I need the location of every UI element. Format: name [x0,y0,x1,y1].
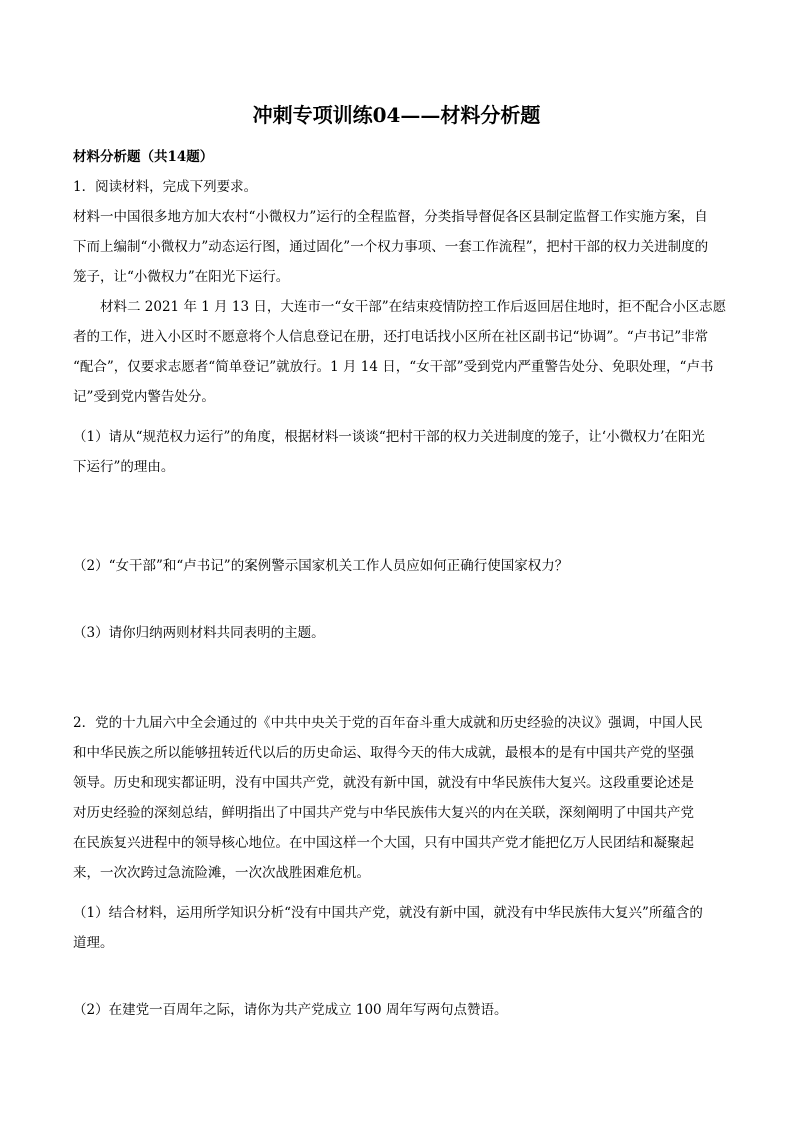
q2-line1: 2．党的十九届六中全会通过的《中共中央关于党的百年奋斗重大成就和历史经验的决议》强调，中国人民 [73,715,703,731]
q1-material1-line1: 材料一中国很多地方加大农村“小微权力”运行的全程监督，分类指导督促各区县制定监督工作实施方案，自 [73,209,708,225]
q1-material1-line3: 笼子，让“小微权力”在阳光下运行。 [73,269,290,285]
q1-material1-line2: 下而上编制“小微权力”动态运行图，通过固化”一个权力事项、一套工作流程”，把村干部的权力关进制度的 [73,239,709,255]
section-heading: 材料分析题（共14题） [73,149,214,165]
q1-material2-line3: “配合”，仅要求志愿者“简单登记”就放行。1 月 14 日，“女干部”受到党内严重警告处分、免职处理，“卢书 [73,359,714,375]
q2-line6: 来，一次次跨过急流险滩，一次次战胜困难危机。 [73,865,370,881]
q2-sub2: （2）在建党一百周年之际，请你为共产党成立 100 周年写两句点赞语。 [73,1002,508,1018]
q1-material2-line1: 材料二 2021 年 1 月 13 日，大连市一“女干部”在结束疫情防控工作后返回居住地时，拒不配合小区志愿 [100,299,727,315]
q1-material2-line2: 者的工作，进入小区时不愿意将个人信息登记在册，还打电话找小区所在社区副书记“协调”。“卢书记”非常 [73,329,709,345]
q2-line4: 对历史经验的深刻总结，鲜明指出了中国共产党与中华民族伟大复兴的内在关联，深刻阐明了中国共产党 [73,805,694,821]
q1-sub1-line1: （1）请从“规范权力运行”的角度，根据材料一谈谈“把村干部的权力关进制度的笼子，让‘小微权力’在阳光 [73,429,705,445]
q1-material2-line4: 记”受到党内警告处分。 [73,389,215,405]
q1-sub2: （2）“女干部”和“卢书记”的案例警示国家机关工作人员应如何正确行使国家权力？ [73,558,569,574]
q2-line2: 和中华民族之所以能够扭转近代以后的历史命运、取得今天的伟大成就，最根本的是有中国共产党的坚强 [73,745,694,761]
q2-line3: 领导。历史和现实都证明，没有中国共产党，就没有新中国，就没有中华民族伟大复兴。这段重要论述是 [73,775,694,791]
q1-stem: 1．阅读材料，完成下列要求。 [73,179,258,195]
page-title: 冲刺专项训练04——材料分析题 [252,103,541,127]
q2-sub1-line2: 道理。 [73,935,114,951]
q2-sub1-line1: （1）结合材料，运用所学知识分析“没有中国共产党，就没有新中国，就没有中华民族伟大复兴”所蕴含的 [73,905,703,921]
q1-sub3: （3）请你归纳两则材料共同表明的主题。 [73,625,325,641]
q2-line5: 在民族复兴进程中的领导核心地位。在中国这样一个大国，只有中国共产党才能把亿万人民团结和凝聚起 [73,835,694,851]
q1-sub1-line2: 下运行”的理由。 [73,459,175,475]
